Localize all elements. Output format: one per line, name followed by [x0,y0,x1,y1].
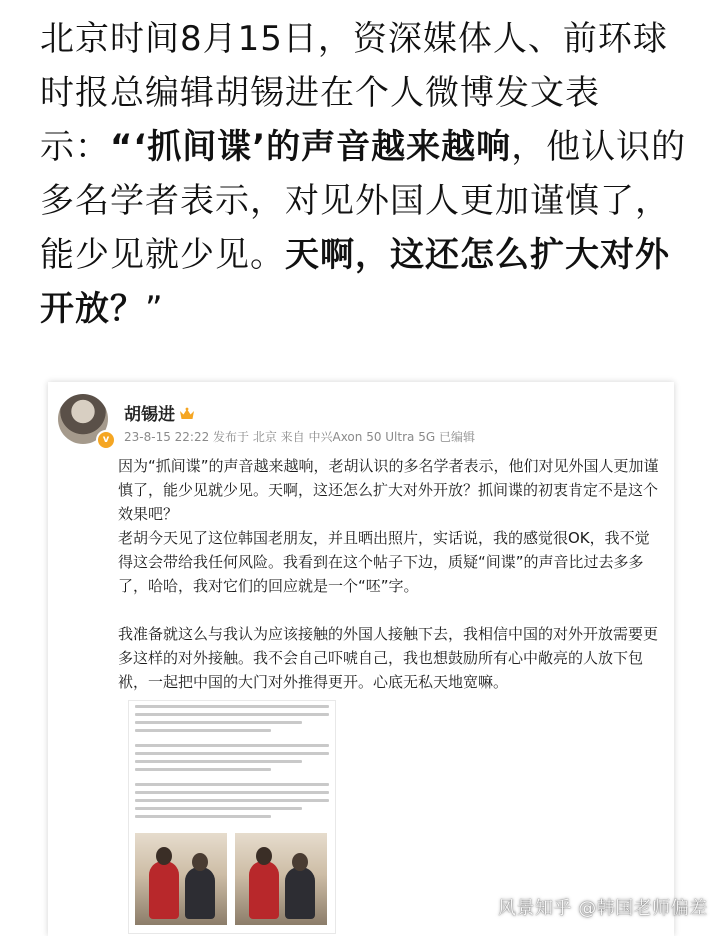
article-line: 能少见就少见。天啊，这还怎么扩大对外 [40,235,670,275]
article-line: 开放？” [40,289,164,329]
meeting-photo [135,833,227,925]
article-line: 多名学者表示，对见外国人更加谨慎了， [40,181,670,221]
meeting-photo [235,833,327,925]
thumbnail-text-line [135,768,271,771]
article-line: 示：“‘抓间谍’的声音越来越响，他认识的 [40,127,687,167]
post-image-thumbnail[interactable] [128,700,336,934]
thumbnail-text-line [135,791,329,794]
quote-highlight: 天啊，这还怎么扩大对外 [285,235,670,275]
post-header [58,390,658,450]
thumbnail-text-line [135,721,302,724]
post-paragraph: 因为“抓间谍”的声音越来越响，老胡认识的多名学者表示，他们对见外国人更加谨慎了，能少见就少见。天啊，这还怎么扩大对外开放？抓间谍的初衷肯定不是这个效果吧？ [118,457,659,523]
thumbnail-text-line [135,744,329,747]
thumbnail-text-line [135,799,329,802]
thumbnail-text-block [135,705,329,823]
article-text [40,12,700,336]
post-content [118,454,663,694]
thumbnail-photos [135,833,329,925]
crown-icon [179,407,195,421]
thumbnail-text-line [135,807,302,810]
post-paragraph: 老胡今天见了这位韩国老朋友，并且晒出照片，实话说，我的感觉很OK，我不觉得这会带给我任何风险。我看到在这个帖子下边，质疑“间谍”的声音比过去多多了，哈哈，我对它们的回应就是一个“呸”字。 [118,529,650,595]
quote-highlight: “‘抓间谍’的声音越来越响 [110,127,512,167]
thumbnail-text-line [135,752,329,755]
user-name[interactable]: 胡锡进 [124,400,195,425]
verified-badge-icon: v [96,430,116,450]
quote-highlight: 开放？ [40,289,145,329]
thumbnail-text-line [135,815,271,818]
thumbnail-text-line [135,729,271,732]
article-line: 北京时间8月15日，资深媒体人、前环球 [40,19,668,59]
article-line: 时报总编辑胡锡进在个人微博发文表 [40,73,600,113]
weibo-post-card [48,382,674,936]
post-meta: 23-8-15 22:22 发布于 北京 来自 中兴Axon 50 Ultra 5G 已编辑 [124,430,475,444]
post-paragraph: 我准备就这么与我认为应该接触的外国人接触下去，我相信中国的对外开放需要更多这样的对外接触。我不会自己吓唬自己，我也想鼓励所有心中敞亮的人放下包袱，一起把中国的大门对外推得更开。心底无私天地宽嘛。 [118,625,659,691]
thumbnail-text-line [135,783,329,786]
thumbnail-text-line [135,705,329,708]
thumbnail-text-line [135,760,302,763]
watermark: 风景知乎 @韩国老师偏差 [498,898,708,919]
thumbnail-text-line [135,713,329,716]
